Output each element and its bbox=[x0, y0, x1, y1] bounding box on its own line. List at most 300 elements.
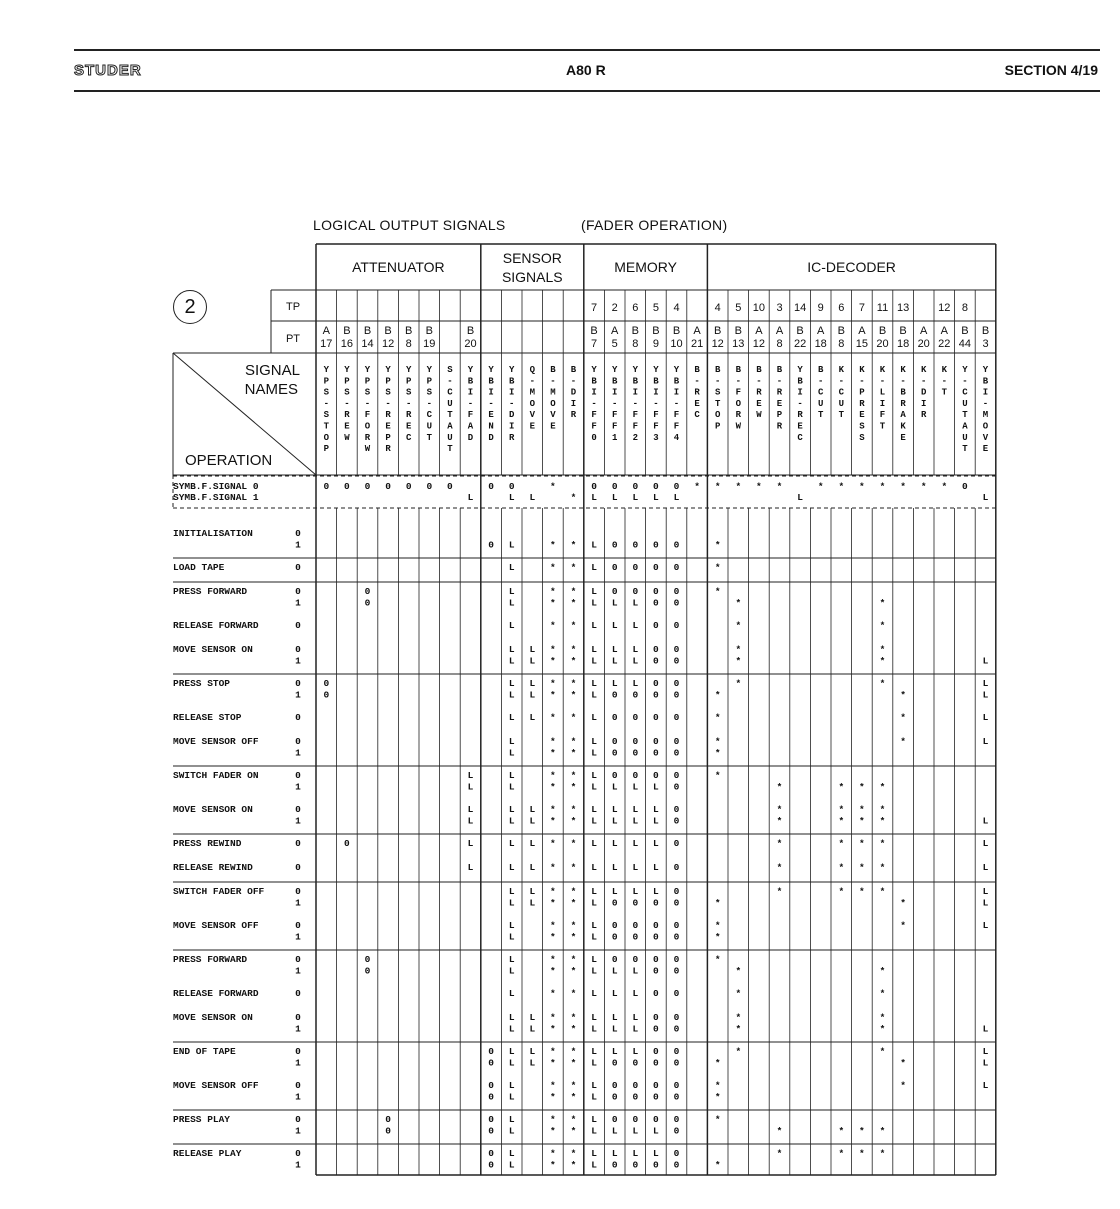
pt-value: 12 bbox=[711, 338, 724, 350]
signal-name-char: E bbox=[550, 421, 556, 432]
operation-cell: * bbox=[550, 712, 556, 723]
symb-0-value: 0 bbox=[673, 481, 680, 492]
operation-cell: 0 bbox=[632, 1114, 639, 1125]
signal-name-char: K bbox=[859, 365, 865, 375]
signal-name-char: C bbox=[797, 432, 803, 443]
operation-cell: 0 bbox=[673, 1046, 680, 1057]
signal-name-char: - bbox=[467, 398, 474, 409]
pt-value: B bbox=[734, 325, 742, 337]
group-label: MEMORY bbox=[614, 259, 677, 275]
symb-0-value: 0 bbox=[426, 481, 433, 492]
operation-cell: 0 bbox=[611, 1159, 618, 1171]
operation-cell: L bbox=[508, 862, 515, 873]
operation-cell: * bbox=[550, 838, 556, 849]
signal-name-char: D bbox=[508, 410, 515, 421]
operation-cell: * bbox=[570, 1057, 577, 1069]
operation-cell: 0 bbox=[385, 1114, 391, 1125]
signal-name-char: F bbox=[591, 421, 597, 432]
pt-value: A bbox=[693, 325, 701, 337]
operation-cell: L bbox=[591, 920, 597, 931]
operation-state: 1 bbox=[295, 597, 301, 609]
operation-cell: 0 bbox=[673, 562, 680, 573]
signal-name-char: I bbox=[508, 387, 515, 398]
pt-value: 15 bbox=[855, 338, 869, 350]
operation-cell: 0 bbox=[364, 954, 371, 965]
operation-cell: L bbox=[508, 586, 515, 597]
signal-name-char: E bbox=[982, 444, 989, 455]
operation-cell: L bbox=[632, 620, 639, 631]
operation-cell: 0 bbox=[653, 597, 659, 609]
signal-name-char: B bbox=[776, 365, 783, 375]
symb-0-value: * bbox=[694, 481, 700, 492]
operation-cell: * bbox=[859, 862, 865, 873]
operation-cell: * bbox=[550, 931, 556, 943]
signal-name-char: I bbox=[611, 387, 618, 398]
signal-name-char: T bbox=[962, 410, 968, 421]
signal-name-char: D bbox=[920, 387, 927, 398]
operation-cell: 0 bbox=[673, 678, 680, 689]
operation-cell: L bbox=[508, 620, 515, 631]
operation-cell: * bbox=[879, 988, 886, 999]
operation-cell: * bbox=[879, 1012, 886, 1023]
operation-cell: L bbox=[591, 815, 597, 827]
signal-name-char: R bbox=[735, 410, 742, 421]
operation-cell: L bbox=[632, 862, 639, 873]
operation-cell: L bbox=[467, 862, 474, 873]
operation-cell: 0 bbox=[488, 1080, 494, 1091]
operation-cell: L bbox=[982, 655, 989, 667]
signal-name-char: B bbox=[714, 365, 721, 375]
operation-cell: * bbox=[570, 747, 577, 759]
signal-name-char: B bbox=[632, 376, 639, 387]
signal-name-char: V bbox=[550, 410, 556, 421]
operation-cell: L bbox=[632, 815, 639, 827]
signal-name-char: K bbox=[900, 365, 906, 375]
operation-cell: L bbox=[632, 678, 639, 689]
operation-cell: 0 bbox=[673, 1080, 680, 1091]
operation-cell: * bbox=[570, 988, 577, 999]
signal-name-char: R bbox=[900, 398, 906, 409]
operation-cell: * bbox=[550, 1148, 556, 1159]
operation-cell: L bbox=[508, 1012, 515, 1023]
operation-cell: L bbox=[982, 838, 989, 849]
operation-cell: 0 bbox=[673, 897, 680, 909]
signal-name-char: E bbox=[529, 421, 536, 432]
tp-value: 9 bbox=[817, 302, 824, 314]
pt-value: B bbox=[961, 325, 969, 337]
operation-name: RELEASE PLAY bbox=[173, 1148, 242, 1159]
operation-cell: * bbox=[714, 954, 721, 965]
symb-1-value: L bbox=[982, 492, 989, 503]
symb-1-value: L bbox=[673, 492, 680, 503]
operation-cell: 0 bbox=[673, 1148, 680, 1159]
operation-cell: * bbox=[570, 965, 577, 977]
symb-1-value: L bbox=[653, 492, 659, 503]
operation-cell: * bbox=[570, 781, 577, 793]
signal-name-char: I bbox=[982, 387, 989, 398]
operation-cell: 0 bbox=[611, 1057, 618, 1069]
signal-name-char: R bbox=[776, 387, 783, 398]
operation-cell: 0 bbox=[632, 562, 639, 573]
operation-cell: 0 bbox=[653, 1046, 659, 1057]
operation-cell: L bbox=[632, 886, 639, 897]
operation-cell: 0 bbox=[611, 539, 618, 551]
operation-cell: L bbox=[508, 838, 515, 849]
operation-cell: * bbox=[735, 620, 742, 631]
operation-state: 0 bbox=[295, 954, 301, 965]
signal-name-char: - bbox=[508, 398, 515, 409]
signal-name-char: O bbox=[735, 398, 742, 409]
operation-cell: * bbox=[838, 804, 845, 815]
operation-cell: 0 bbox=[632, 931, 639, 943]
operation-state: 1 bbox=[295, 539, 301, 551]
signal-name-char: R bbox=[405, 410, 412, 421]
operation-cell: L bbox=[632, 1148, 639, 1159]
operation-state: 0 bbox=[295, 712, 301, 723]
operation-cell: L bbox=[632, 1023, 639, 1035]
signal-name-char: - bbox=[529, 376, 536, 387]
operation-cell: L bbox=[653, 862, 659, 873]
operation-cell: L bbox=[591, 655, 597, 667]
pt-value: 3 bbox=[982, 338, 989, 350]
signal-name-char: S bbox=[714, 387, 721, 398]
symb-1-value: L bbox=[508, 492, 515, 503]
operation-cell: L bbox=[611, 1012, 618, 1023]
operation-cell: * bbox=[714, 689, 721, 701]
signal-name-char: - bbox=[838, 376, 845, 387]
operation-cell: * bbox=[900, 1080, 906, 1091]
signal-name-char: B bbox=[611, 376, 618, 387]
signal-name-char: W bbox=[756, 410, 762, 421]
operation-cell: * bbox=[838, 886, 845, 897]
operation-name: MOVE SENSOR OFF bbox=[173, 920, 259, 931]
signal-name-char: T bbox=[879, 421, 886, 432]
operation-cell: * bbox=[550, 1057, 556, 1069]
operation-cell: L bbox=[982, 897, 989, 909]
signal-name-char: - bbox=[817, 376, 824, 387]
operation-cell: 0 bbox=[611, 920, 618, 931]
signal-name-char: T bbox=[941, 387, 948, 398]
operation-cell: 0 bbox=[653, 712, 659, 723]
operation-cell: 0 bbox=[673, 1114, 680, 1125]
operation-cell: * bbox=[550, 1125, 556, 1137]
operation-cell: L bbox=[508, 931, 515, 943]
signal-name-char: W bbox=[735, 421, 742, 432]
signal-name-char: A bbox=[962, 421, 968, 432]
operation-state: 1 bbox=[295, 1091, 301, 1103]
operation-cell: 0 bbox=[323, 689, 330, 701]
operation-cell: L bbox=[467, 815, 474, 827]
operation-cell: L bbox=[591, 1148, 597, 1159]
signal-name-char: E bbox=[859, 410, 865, 421]
operation-cell: 0 bbox=[632, 539, 639, 551]
symb-0-value: 0 bbox=[405, 481, 412, 492]
signal-name-char: C bbox=[405, 432, 412, 443]
operation-state: 0 bbox=[295, 770, 301, 781]
pt-value: 17 bbox=[320, 338, 333, 350]
operation-cell: * bbox=[570, 804, 577, 815]
operation-cell: * bbox=[570, 897, 577, 909]
signal-name-char: F bbox=[653, 410, 659, 421]
group-label: ATTENUATOR bbox=[352, 259, 445, 275]
operation-cell: L bbox=[591, 1125, 597, 1137]
pt-value: 16 bbox=[340, 338, 354, 350]
pt-value: 18 bbox=[896, 338, 910, 350]
operation-cell: * bbox=[550, 988, 556, 999]
operation-cell: * bbox=[714, 1057, 721, 1069]
signal-name-char: C bbox=[447, 387, 453, 398]
operation-cell: L bbox=[591, 862, 597, 873]
operation-cell: L bbox=[529, 838, 536, 849]
signal-name-char: 3 bbox=[653, 432, 659, 443]
operation-cell: L bbox=[653, 886, 659, 897]
operation-cell: * bbox=[838, 1125, 845, 1137]
signal-name-char: S bbox=[364, 387, 371, 398]
signal-name-char: T bbox=[714, 398, 721, 409]
operation-cell: L bbox=[982, 712, 989, 723]
symb-0-value: 0 bbox=[508, 481, 515, 492]
operation-cell: 0 bbox=[653, 770, 659, 781]
pt-value: A bbox=[817, 325, 825, 337]
operation-cell: * bbox=[570, 689, 577, 701]
operation-cell: L bbox=[508, 712, 515, 723]
operation-cell: L bbox=[508, 770, 515, 781]
operation-cell: L bbox=[508, 920, 515, 931]
operation-cell: * bbox=[879, 965, 886, 977]
operation-cell: * bbox=[550, 736, 556, 747]
operation-cell: L bbox=[591, 1080, 597, 1091]
operation-state: 0 bbox=[295, 920, 301, 931]
operation-cell: L bbox=[508, 1114, 515, 1125]
signal-name-char: P bbox=[385, 376, 391, 387]
operation-name: END OF TAPE bbox=[173, 1046, 236, 1057]
signal-name-char: B bbox=[488, 376, 494, 387]
symb-0-value: 0 bbox=[632, 481, 639, 492]
operation-cell: L bbox=[653, 781, 659, 793]
signal-name-char: F bbox=[879, 410, 886, 421]
signal-name-char: B bbox=[982, 376, 989, 387]
operation-cell: * bbox=[550, 781, 556, 793]
signal-name-char: I bbox=[653, 387, 659, 398]
operation-cell: * bbox=[714, 920, 721, 931]
operation-cell: * bbox=[776, 862, 783, 873]
operation-cell: 0 bbox=[673, 712, 680, 723]
operation-cell: L bbox=[508, 886, 515, 897]
operation-cell: L bbox=[508, 1057, 515, 1069]
operation-cell: 0 bbox=[488, 1148, 494, 1159]
operation-cell: L bbox=[611, 1148, 618, 1159]
operation-cell: * bbox=[776, 781, 783, 793]
pt-value: B bbox=[899, 325, 907, 337]
signal-name-char: R bbox=[385, 444, 391, 455]
operation-cell: 0 bbox=[673, 539, 680, 551]
signal-name-char: - bbox=[611, 398, 618, 409]
operation-cell: L bbox=[529, 897, 536, 909]
operation-cell: L bbox=[591, 954, 597, 965]
operation-name: RELEASE FORWARD bbox=[173, 988, 259, 999]
operation-cell: * bbox=[550, 678, 556, 689]
signal-name-char: U bbox=[447, 398, 453, 409]
signal-name-char: C bbox=[817, 387, 824, 398]
operation-cell: * bbox=[879, 644, 886, 655]
group-label: IC-DECODER bbox=[807, 259, 896, 275]
signal-name-char: Y bbox=[591, 365, 597, 375]
operation-cell: L bbox=[508, 1159, 515, 1171]
symb-0-value: 0 bbox=[591, 481, 597, 492]
signal-name-char: B bbox=[673, 376, 680, 387]
operation-cell: L bbox=[982, 689, 989, 701]
operation-cell: L bbox=[591, 747, 597, 759]
operation-cell: L bbox=[611, 678, 618, 689]
pt-value: B bbox=[631, 325, 639, 337]
signal-name-char: V bbox=[529, 410, 536, 421]
operation-name: PRESS FORWARD bbox=[173, 954, 248, 965]
operation-cell: 0 bbox=[653, 539, 659, 551]
operation-cell: L bbox=[611, 1125, 618, 1137]
signal-name-char: W bbox=[364, 444, 371, 455]
symb-0-value: * bbox=[879, 481, 886, 492]
tp-value: 3 bbox=[776, 302, 783, 314]
signal-name-char: M bbox=[982, 410, 989, 421]
operation-cell: * bbox=[714, 712, 721, 723]
tp-label: TP bbox=[285, 301, 301, 313]
signal-name-char: - bbox=[364, 398, 371, 409]
operation-cell: 0 bbox=[488, 1114, 494, 1125]
operation-cell: * bbox=[570, 931, 577, 943]
pt-value: B bbox=[714, 325, 722, 337]
operation-cell: L bbox=[508, 747, 515, 759]
operation-cell: L bbox=[591, 897, 597, 909]
operation-cell: * bbox=[550, 1012, 556, 1023]
operation-name: MOVE SENSOR ON bbox=[173, 1012, 253, 1023]
signal-name-char: R bbox=[570, 410, 577, 421]
operation-cell: 0 bbox=[611, 562, 618, 573]
operation-cell: 0 bbox=[611, 747, 618, 759]
signal-name-char: Y bbox=[962, 365, 968, 375]
signal-name-char: B bbox=[900, 387, 906, 398]
signal-name-char: R bbox=[385, 410, 391, 421]
operation-cell: * bbox=[550, 954, 556, 965]
symb-0-value: * bbox=[817, 481, 824, 492]
group-label-line: SIGNALS bbox=[501, 269, 563, 285]
signal-name-char: K bbox=[941, 365, 948, 375]
operation-cell: * bbox=[570, 920, 577, 931]
signal-name-char: B bbox=[735, 365, 742, 375]
operation-cell: * bbox=[838, 862, 845, 873]
operation-cell: * bbox=[570, 586, 577, 597]
signal-name-char: - bbox=[632, 398, 639, 409]
operation-cell: 0 bbox=[673, 644, 680, 655]
studer-logo: STUDER bbox=[74, 62, 142, 79]
symb-1-value: L bbox=[632, 492, 639, 503]
signal-name-char: B bbox=[817, 365, 824, 375]
signal-name-char: - bbox=[900, 376, 906, 387]
operation-cell: 0 bbox=[673, 988, 680, 999]
signal-name-char: - bbox=[735, 376, 742, 387]
operation-cell: L bbox=[591, 620, 597, 631]
operation-cell: L bbox=[591, 689, 597, 701]
operation-cell: * bbox=[735, 965, 742, 977]
table-subtitle: (FADER OPERATION) bbox=[581, 217, 728, 233]
operation-state: 1 bbox=[295, 815, 301, 827]
operation-cell: * bbox=[550, 597, 556, 609]
symb-1-value: L bbox=[467, 492, 474, 503]
operation-name: PRESS STOP bbox=[173, 678, 231, 689]
operation-name: MOVE SENSOR OFF bbox=[173, 1080, 259, 1091]
operation-cell: 0 bbox=[673, 1012, 680, 1023]
symb-0-value: 0 bbox=[323, 481, 330, 492]
operation-cell: 0 bbox=[632, 1080, 639, 1091]
operation-cell: * bbox=[714, 562, 721, 573]
pt-value: B bbox=[363, 325, 372, 337]
pt-value: B bbox=[405, 325, 413, 337]
operation-cell: * bbox=[879, 655, 886, 667]
signal-name-char: W bbox=[344, 432, 350, 443]
operation-cell: L bbox=[508, 1046, 515, 1057]
operation-cell: L bbox=[982, 1023, 989, 1035]
operation-cell: * bbox=[550, 862, 556, 873]
operation-cell: * bbox=[879, 862, 886, 873]
operation-cell: L bbox=[467, 838, 474, 849]
operation-cell: L bbox=[611, 886, 618, 897]
operation-cell: L bbox=[591, 1046, 597, 1057]
operation-cell: L bbox=[632, 644, 639, 655]
operation-cell: 0 bbox=[632, 736, 639, 747]
operation-cell: * bbox=[570, 1125, 577, 1137]
operation-cell: L bbox=[653, 838, 659, 849]
operation-cell: L bbox=[529, 712, 536, 723]
operation-cell: * bbox=[838, 1148, 845, 1159]
operation-cell: L bbox=[591, 712, 597, 723]
signal-name-char: T bbox=[447, 444, 453, 455]
operation-cell: * bbox=[550, 1091, 556, 1103]
operation-cell: L bbox=[591, 804, 597, 815]
symb-0-value: 0 bbox=[364, 481, 371, 492]
operation-cell: 0 bbox=[653, 586, 659, 597]
tp-value: 7 bbox=[591, 302, 598, 314]
operation-cell: 0 bbox=[673, 815, 680, 827]
operation-cell: 0 bbox=[344, 838, 350, 849]
pt-value: A bbox=[775, 325, 784, 337]
operation-cell: * bbox=[900, 712, 906, 723]
operation-cell: L bbox=[611, 655, 618, 667]
signal-name-char: B bbox=[508, 376, 515, 387]
pt-value: B bbox=[652, 325, 660, 337]
operation-name: MOVE SENSOR OFF bbox=[173, 736, 259, 747]
operation-cell: L bbox=[591, 988, 597, 999]
operation-cell: * bbox=[776, 1125, 783, 1137]
tp-value: 10 bbox=[752, 302, 766, 314]
signal-name-char: U bbox=[962, 432, 968, 443]
symb-signal-1-label: SYMB.F.SIGNAL 1 bbox=[173, 492, 259, 503]
pt-value: 8 bbox=[776, 338, 783, 350]
operation-cell: * bbox=[550, 644, 556, 655]
signal-name-char: I bbox=[570, 398, 577, 409]
operation-cell: 0 bbox=[611, 689, 618, 701]
pt-value: B bbox=[796, 325, 804, 337]
signal-name-char: O bbox=[714, 410, 721, 421]
signal-name-char: F bbox=[364, 410, 371, 421]
symb-0-value: * bbox=[776, 481, 783, 492]
operation-cell: L bbox=[611, 597, 618, 609]
operation-cell: 0 bbox=[653, 931, 659, 943]
operation-cell: 0 bbox=[611, 1114, 618, 1125]
signal-name-char: 1 bbox=[611, 432, 618, 443]
pt-value: 21 bbox=[690, 338, 704, 350]
operation-cell: L bbox=[508, 655, 515, 667]
operation-cell: * bbox=[879, 1023, 886, 1035]
operation-cell: 0 bbox=[653, 1023, 659, 1035]
